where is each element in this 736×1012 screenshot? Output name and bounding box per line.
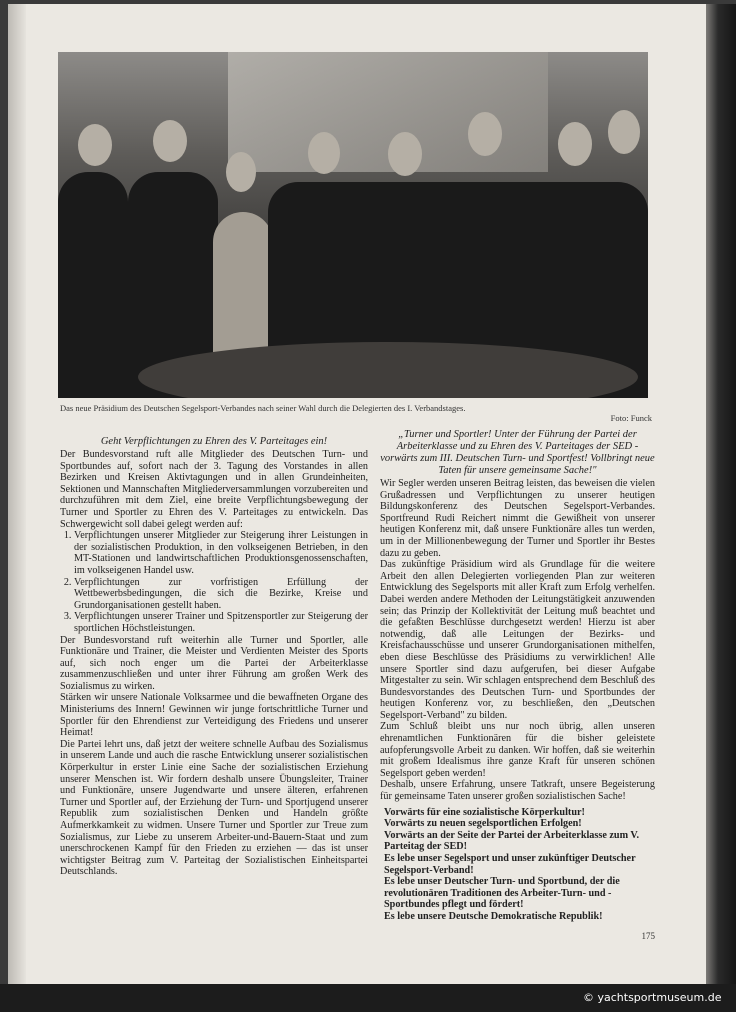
person-head	[388, 132, 422, 176]
paragraph: Stärken wir unsere Nationale Volksarmee und die bewaffneten Organe des Ministeriums des Innern! Gewinnen wir junge fortschrittliche Turner und Sportler für den Ehrendienst zur Verteidigung des Friedens und unserer Heimat!	[60, 692, 368, 739]
slogan: Es lebe unser Segelsport und unser zukünftiger Deutscher Segelsport-Verband!	[384, 853, 636, 876]
person-head	[558, 122, 592, 166]
slogan: Es lebe unsere Deutsche Demokratische Republik!	[384, 910, 603, 922]
person-head	[468, 112, 502, 156]
section-heading: Geht Verpflichtungen zu Ehren des V. Parteitages ein!	[100, 436, 328, 447]
person-head	[608, 110, 640, 154]
paragraph: Der Bundesvorstand ruft weiterhin alle Turner und Sportler, alle Funktionäre und Trainer, die Meister und Verdienten Meister des Sports auf, sich noch enger um die Partei der Arbeiterklasse zusammenzuschließen und unter ihrer Führung am großen Werk des Sozialismus zu wirken.	[60, 634, 368, 692]
right-column	[380, 429, 655, 941]
caption-block	[60, 403, 652, 423]
slogan: Vorwärts für eine sozialistische Körperkultur!	[384, 806, 585, 818]
photo-credit: Foto: Funck	[610, 413, 652, 423]
watermark: © yachtsportmuseum.de	[583, 991, 722, 1004]
person-head	[78, 124, 112, 166]
book-binding	[706, 4, 736, 994]
person-head	[308, 132, 340, 174]
paragraph: Deshalb, unsere Erfahrung, unsere Tatkraft, unsere Begeisterung für gemeinsame Taten unserer großen sozialistischen Sache!	[380, 779, 655, 803]
page-edge	[8, 4, 26, 984]
slogan: Vorwärts zu neuen segelsportlichen Erfolgen!	[384, 818, 582, 830]
group-photo	[58, 52, 648, 398]
list-item: 1. Verpflichtungen unserer Mitglieder zur Steigerung ihrer Leistungen in der sozialistischen Produktion, in den volkseigenen Betrieben, in den MT-Stationen und landwirtschaftlichen Produktionsgenossenschaften, im volkseigenen Handel usw.	[74, 530, 368, 576]
paragraph: Der Bundesvorstand ruft alle Mitglieder des Deutschen Turn- und Sportbundes auf, sofort nach der 3. Tagung des Vorstandes in allen Bezirken und Kreisen Aktivtagungen und in allen Grundeinheiten, Sektionen und Mannschaften Mitgliederversammlungen vorzubereiten und durchzuführen mit dem Ziel, eine breite Verpflichtungsbewegung der Turner und Sportler zu Ehren des V. Parteitages zu entwickeln. Das Schwergewicht soll dabei gelegt werden auf:	[60, 449, 368, 530]
paragraph: Zum Schluß bleibt uns nur noch übrig, allen unseren ehrenamtlichen Funktionären für die bisher geleistete aufopferungsvolle Arbeit zu danken. Wir hoffen, daß sie weiterhin mit großem Idealismus ihre ganze Kraft für unseren schönen Segelsport geben werden!	[380, 721, 655, 779]
page-number: 175	[641, 930, 655, 941]
quote-heading: „Turner und Sportler! Unter der Führung der Partei der Arbeiterklasse und zu Ehren des V. Parteitages der SED - vorwärts zum III. Deutschen Turn- und Sportfest! Vollbringt neue Taten für unsere gemeinsame Sache!"	[380, 429, 655, 476]
slogans	[380, 807, 655, 923]
list-item: 2. Verpflichtungen zur vorfristigen Erfüllung der Wettbewerbsbedingungen, die sich die Bezirke, Kreise und Grundorganisationen gestellt haben.	[74, 577, 368, 612]
slogan: Vorwärts an der Seite der Partei der Arbeiterklasse zum V. Parteitag der SED!	[384, 829, 640, 853]
slogan: Es lebe unser Deutscher Turn- und Sportbund, der die revolutionären Traditionen des Arbeiter-Turn- und -Sportbundes pflegt und fördert!	[384, 876, 620, 911]
person-head	[226, 152, 256, 192]
list-item: 3. Verpflichtungen unserer Trainer und Spitzensportler zur Steigerung der sportlichen Höchstleistungen.	[74, 611, 368, 634]
person	[58, 172, 128, 398]
paragraph: Wir Segler werden unseren Beitrag leisten, das beweisen die vielen Grußadressen und Verpflichtungen zu unserer heutigen Bildungskonferenz des Deutschen Segelsport-Verbandes. Sportfreund Rudi Reichert nimmt die Gewißheit von unserer heutigen Konferenz mit, daß unsere Funktionäre alles tun werden, um in der Millionenbewegung der Turner und Sportler ihr Bestes dazu zu geben.	[380, 478, 655, 559]
person-head	[153, 120, 187, 162]
obligations-list	[60, 530, 368, 634]
photo-caption: Das neue Präsidium des Deutschen Segelsport-Verbandes nach seiner Wahl durch die Delegierten des I. Verbandstages.	[60, 403, 466, 413]
left-column	[60, 436, 368, 878]
paragraph: Die Partei lehrt uns, daß jetzt der weitere schnelle Aufbau des Sozialismus in unserem Lande und auch die rasche Entwicklung unserer sozialistischen Körperkultur in erster Linie eine Sache der sozialistischen Erziehung unserer Menschen ist. Wir fordern deshalb unsere Übungsleiter, Trainer und Funktionäre, unsere Jugendwarte und unsere älteren, erfahrenen Turner und Sportler auf, der Erziehung der Turn- und Sportjugend unserer Republik zum sozialistischen Denken und Handeln größte Aufmerkkamkeit zu widmen. Unsere Turner und Sportler zur Treue zum Sozialismus, zur Liebe zu unserem Arbeiter-und-Bauern-Staat und zum unerschrockenen Kampf für den Frieden zu erziehen — das ist unser wichtigster Beitrag zum V. Parteitag der Sozialistischen Einheitspartei Deutschlands.	[60, 738, 368, 878]
paragraph: Das zukünftige Präsidium wird als Grundlage für die weitere Arbeit den allen Delegierten vorliegenden Plan zur weiteren Entwicklung des Segelsports mit aller Kraft zum Erfolg verhelfen. Dabei werden andere Methoden der Leitungstätigkeit anzuwenden sein; das Prinzip der Kollektivität der Leitung muß beachtet und die gefaßten Beschlüsse durchgesetzt werden! Hierzu ist aber notwendig, daß alle Leitungen der Bezirks- und Kreisfachausschüsse und unserer Grundorganisationen mithelfen, eben diese Beschlüsse des Präsidiums zu verwirklichen! Alle unsere Sportler sind dazu aufgerufen, bei dieser Aufgabe Mitgestalter zu sein. Wir schlagen entsprechend dem Beschluß des Bundesvorstandes des Deutschen Turn- und Sportbundes der heutigen Konferenz vor, zu beschließen, den „Deutschen Segelsport-Verband" zu bilden.	[380, 559, 655, 721]
